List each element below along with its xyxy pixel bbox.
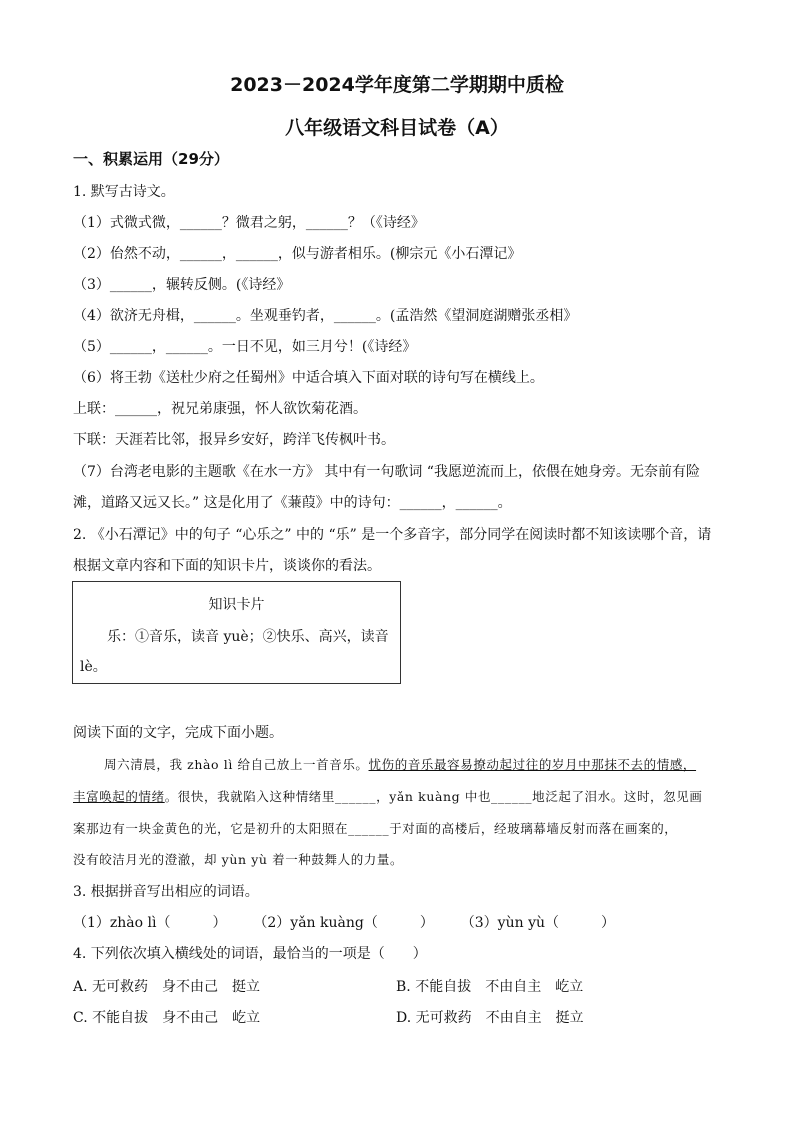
q3-stem: 3. 根据拼音写出相应的词语。 bbox=[73, 884, 259, 900]
passage-line-2 bbox=[73, 788, 702, 806]
q1-item-5: （5）______，______。一日不见，如三月兮！(《诗经》 bbox=[73, 339, 417, 355]
passage-line-3: 案那边有一块金黄色的光，它是初升的太阳照在______于对面的高楼后，经玻璃幕墙反射而落在画案的， bbox=[73, 821, 678, 836]
couplet-upper: 上联：______，祝兄弟康强，怀人欲饮菊花酒。 bbox=[73, 401, 367, 417]
q1-item-1: （1）式微式微，______？微君之躬，______？（《诗经》 bbox=[73, 215, 425, 231]
q1-item-3: （3）______，辗转反侧。(《诗经》 bbox=[73, 277, 291, 293]
couplet-lower: 下联：天涯若比邻，报异乡安好，跨洋飞传枫叶书。 bbox=[73, 432, 395, 448]
q4-option-c: C. 不能自拔 身不由己 屹立 bbox=[73, 1010, 261, 1026]
q3-item-2: （2）yǎn kuàng（ ） bbox=[253, 915, 434, 931]
q2-line1: 2. 《小石潭记》中的句子 “心乐之” 中的 “乐” 是一个多音字，部分同学在阅读时都不知该读哪个音，请 bbox=[73, 527, 712, 543]
knowledge-card bbox=[72, 581, 401, 684]
q1-item-4: （4）欲济无舟楫，______。坐观垂钓者，______。(孟浩然《望洞庭湖赠张丞相》 bbox=[73, 308, 578, 324]
q4-option-a: A. 无可救药 身不由己 挺立 bbox=[73, 979, 261, 995]
exam-title: 2023－2024学年度第二学期期中质检 bbox=[230, 74, 564, 96]
q4-stem: 4. 下列依次填入横线处的词语，最恰当的一项是（ ） bbox=[73, 946, 427, 962]
q1-item-6: （6）将王勃《送杜少府之任蜀州》中适合填入下面对联的诗句写在横线上。 bbox=[73, 370, 544, 386]
q2-line2: 根据文章内容和下面的知识卡片，谈谈你的看法。 bbox=[73, 558, 381, 574]
section-heading: 一、积累运用（29分） bbox=[73, 150, 229, 168]
reading-intro: 阅读下面的文字，完成下面小题。 bbox=[73, 725, 283, 741]
q1-stem: 1. 默写古诗文。 bbox=[73, 184, 175, 200]
q1-item-2: （2）佁然不动，______，______，似与游者相乐。(柳宗元《小石潭记》 bbox=[73, 246, 522, 262]
q4-option-b: B. 不能自拔 不由自主 屹立 bbox=[396, 979, 584, 995]
passage-line-2-b: 。很快，我就陷入这种情绪里______，yǎn kuàng 中也______地泛起了泪水。这时，忽见画 bbox=[164, 789, 703, 804]
exam-subtitle: 八年级语文科目试卷（A） bbox=[285, 117, 509, 139]
q3-item-3: （3）yùn yù（ ） bbox=[460, 915, 615, 931]
q1-item-7-line1: （7）台湾老电影的主题歌《在水一方》 其中有一句歌词 “我愿逆流而上，依偎在她身旁。无奈前有险 bbox=[73, 464, 700, 480]
q4-option-d: D. 无可救药 不由自主 挺立 bbox=[396, 1010, 584, 1026]
knowledge-card-title: 知识卡片 bbox=[208, 597, 265, 613]
passage-line-1 bbox=[104, 756, 696, 774]
passage-underlined-1: 忧伤的音乐最容易撩动起过往的岁月中那抹不去的情感， bbox=[368, 757, 697, 772]
passage-line-4: 没有皎洁月光的澄澈，却 yùn yù 着一种鼓舞人的力量。 bbox=[73, 852, 404, 867]
q3-items bbox=[73, 914, 615, 932]
knowledge-card-line2: lè。 bbox=[80, 659, 107, 675]
q3-item-1: （1）zhào lì（ ） bbox=[73, 915, 227, 931]
passage-line-1-a: 周六清晨，我 zhào lì 给自己放上一首音乐。 bbox=[104, 757, 369, 772]
knowledge-card-line1: 乐：①音乐，读音 yuè；②快乐、高兴，读音 bbox=[107, 629, 389, 645]
q1-item-7-line2: 滩，道路又远又长。” 这是化用了《蒹葭》中的诗句：______，______。 bbox=[73, 495, 512, 511]
passage-underlined-2: 丰富唤起的情绪 bbox=[73, 789, 165, 804]
